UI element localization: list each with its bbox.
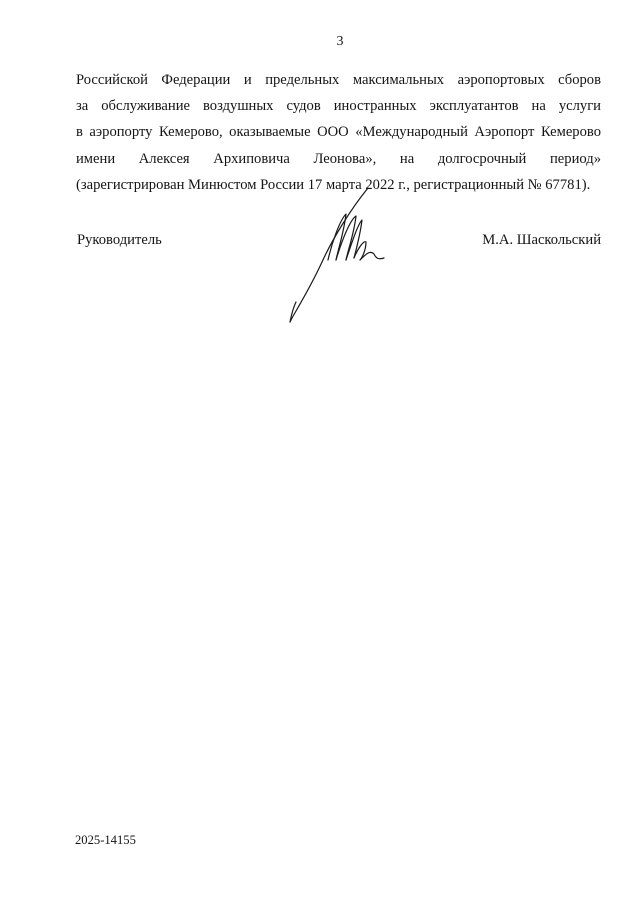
signer-name: М.А. Шаскольский (482, 232, 601, 248)
body-line-5: (зарегистрирован Минюстом России 17 марта 2022 г., регистрационный № 67781). (76, 176, 591, 193)
signer-title: Руководитель (77, 232, 162, 248)
body-line-2: за обслуживание воздушных судов иностранных эксплуатантов на услуги (76, 98, 601, 115)
handwritten-signature (280, 180, 400, 330)
body-line-3: в аэропорту Кемерово, оказываемые ООО «Международный Аэропорт Кемерово (76, 124, 601, 141)
page-number: 3 (336, 34, 344, 49)
body-line-1: Российской Федерации и предельных максимальных аэропортовых сборов (76, 72, 601, 88)
body-text (76, 67, 601, 198)
body-line-4: имени Алексея Архиповича Леонова», на долгосрочный период» (76, 150, 601, 167)
document-id: 2025-14155 (75, 833, 136, 847)
